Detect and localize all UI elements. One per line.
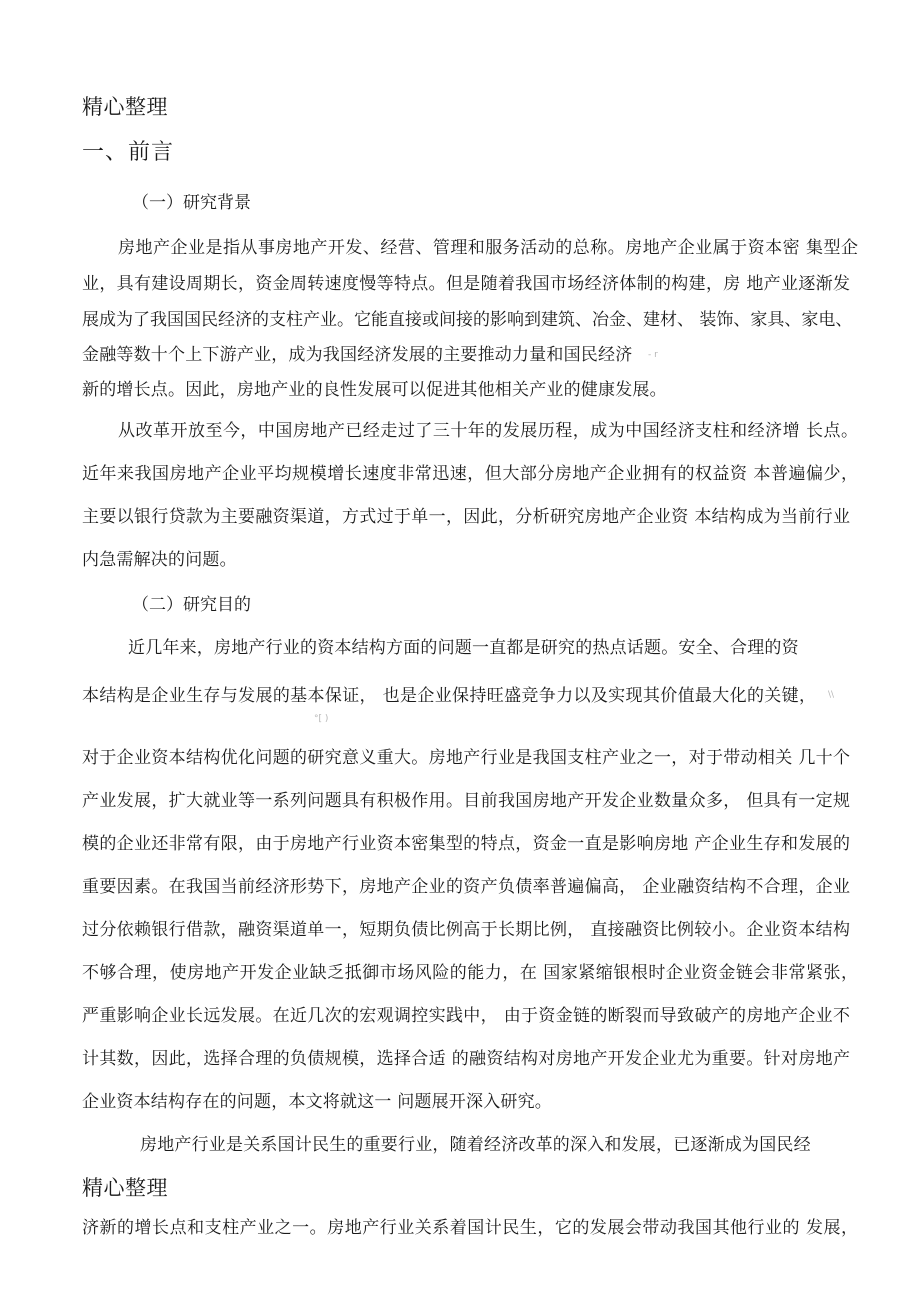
paragraph-purpose-line: 重要因素。在我国当前经济形势下，房地产企业的资产负债率普遍偏高， 企业融资结构不合理，企业: [82, 877, 850, 897]
scan-mark: °[ ): [314, 714, 329, 724]
subsection-title-purpose: （二）研究目的: [132, 595, 251, 615]
paragraph-industry-line: 房地产行业是关系国计民生的重要行业，随着经济改革的深入和发展，已逐渐成为国民经: [140, 1135, 811, 1155]
paragraph-development-line: 近年来我国房地产企业平均规模增长速度非常迅速，但大部分房地产企业拥有的权益资 本普遍偏少，: [82, 464, 858, 484]
paragraph-background-line: 新的增长点。因此，房地产业的良性发展可以促进其他相关产业的健康发展。: [82, 380, 667, 400]
paragraph-development-line: 内急需解决的问题。: [82, 550, 237, 570]
paragraph-background-line: 业，具有建设周期长，资金周转速度慢等特点。但是随着我国市场经济体制的构建，房 地产业逐渐发: [82, 274, 850, 294]
paragraph-growth-line: 济新的增长点和支柱产业之一。房地产行业关系着国计民生，它的发展会带动我国其他行业的 发展，: [82, 1218, 858, 1238]
paragraph-background-line: 金融等数十个上下游产业，成为我国经济发展的主要推动力量和国民经济: [82, 345, 633, 365]
paragraph-purpose-line: 产业发展，扩大就业等一系列问题具有积极作用。目前我国房地产开发企业数量众多， 但具有一定规: [82, 791, 850, 811]
subsection-title-background: （一）研究背景: [132, 193, 251, 213]
paragraph-purpose-line: 对于企业资本结构优化问题的研究意义重大。房地产行业是我国支柱产业之一，对于带动相关 几十个: [82, 748, 850, 768]
paragraph-purpose-line: 近几年来，房地产行业的资本结构方面的问题一直都是研究的热点话题。安全、合理的资: [128, 638, 799, 658]
paragraph-purpose-line: 企业资本结构存在的问题，本文将就这一 问题展开深入研究。: [82, 1092, 553, 1112]
paragraph-purpose-line: 不够合理，使房地产开发企业缺乏抵御市场风险的能力，在 国家紧缩银根时企业资金链会非常紧张，: [82, 963, 858, 983]
paragraph-background-line: 房地产企业是指从事房地产开发、经营、管理和服务活动的总称。房地产企业属于资本密 集型企: [118, 238, 858, 258]
scan-mark: \\: [828, 690, 835, 700]
page-header-bottom: 精心整理: [82, 1176, 168, 1200]
scan-mark: - r: [648, 350, 658, 360]
paragraph-purpose-line: 计其数，因此，选择合理的负债规模，选择合适 的融资结构对房地产开发企业尤为重要。针对房地产: [82, 1049, 850, 1069]
paragraph-development-line: 从改革开放至今，中国房地产已经走过了三十年的发展历程，成为中国经济支柱和经济增 长点。: [118, 421, 858, 441]
page-header-top: 精心整理: [82, 95, 168, 119]
paragraph-background-line: 展成为了我国国民经济的支柱产业。它能直接或间接的影响到建筑、冶金、建材、 装饰、家具、家电、: [82, 310, 853, 330]
paragraph-purpose-line: 本结构是企业生存与发展的基本保证， 也是企业保持旺盛竞争力以及实现其价值最大化的关键，: [82, 686, 816, 706]
paragraph-purpose-line: 过分依赖银行借款，融资渠道单一，短期负债比例高于长期比例， 直接融资比例较小。企业资本结构: [82, 920, 850, 940]
paragraph-purpose-line: 严重影响企业长远发展。在近几次的宏观调控实践中， 由于资金链的断裂而导致破产的房地产企业不: [82, 1006, 850, 1026]
paragraph-development-line: 主要以银行贷款为主要融资渠道，方式过于单一，因此，分析研究房地产企业资 本结构成为当前行业: [82, 507, 850, 527]
paragraph-purpose-line: 模的企业还非常有限，由于房地产行业资本密集型的特点，资金一直是影响房地 产企业生存和发展的: [82, 834, 850, 854]
section-title: 一、前言: [82, 140, 175, 165]
